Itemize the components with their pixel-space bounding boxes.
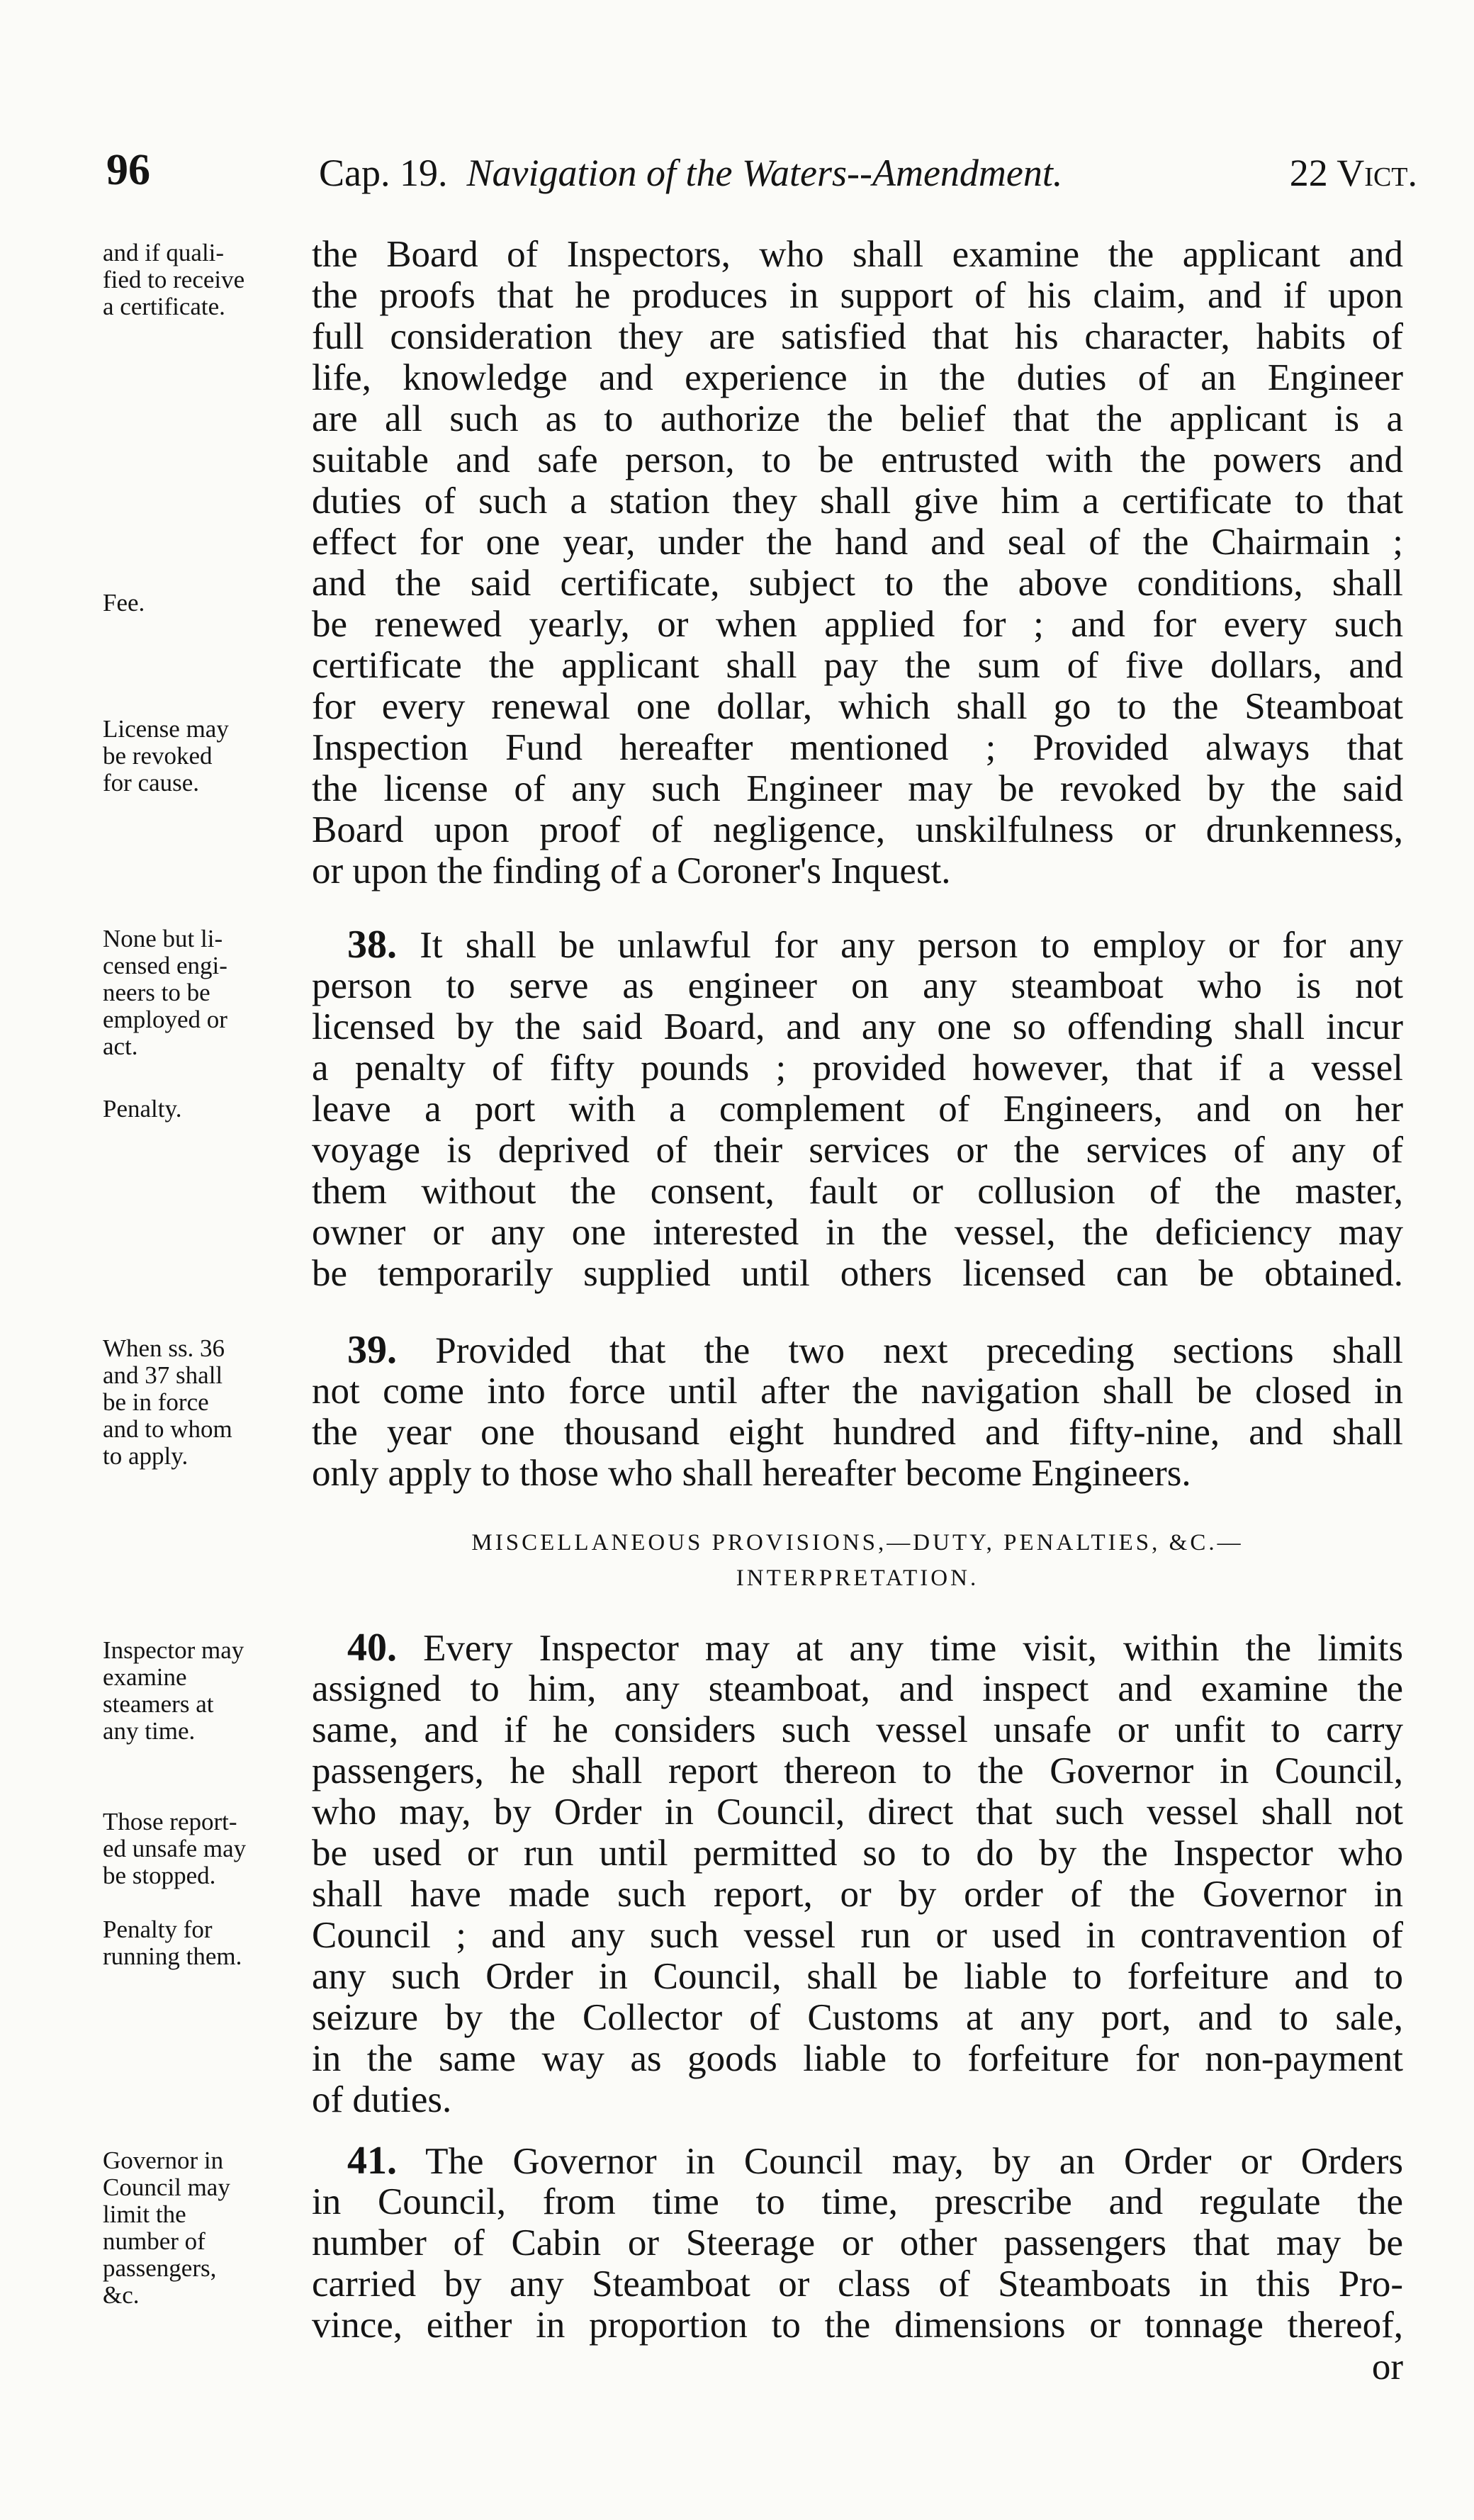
- text-line: them without the consent, fault or collusion of the master,: [312, 1171, 1403, 1212]
- text-line: or upon the finding of a Coroner's Inquest.: [312, 850, 951, 891]
- text-line: are all such as to authorize the belief that the applicant is a: [312, 398, 1403, 439]
- margin-note-fee: Fee.: [103, 589, 145, 617]
- text-line: who may, by Order in Council, direct that such vessel shall not: [312, 1791, 1403, 1833]
- text-line: leave a port with a complement of Engineers, and on her: [312, 1089, 1403, 1130]
- text-line: full consideration they are satisfied that his character, habits of: [312, 316, 1403, 357]
- text-line: voyage is deprived of their services or the services of any of: [312, 1130, 1403, 1171]
- text-line: number of Cabin or Steerage or other passengers that may be: [312, 2222, 1403, 2263]
- text-line: the license of any such Engineer may be revoked by the said: [312, 768, 1403, 809]
- text-line: only apply to those who shall hereafter become Engineers.: [312, 1453, 1191, 1494]
- text-line: licensed by the said Board, and any one so offending shall incur: [312, 1006, 1403, 1047]
- margin-note-license-revoked: License may be revoked for cause.: [103, 715, 229, 797]
- text-line: 41. The Governor in Council may, by an Order or Orders: [347, 2140, 1403, 2181]
- text-line: owner or any one interested in the vessel, the deficiency may: [312, 1212, 1403, 1253]
- text-line: certificate the applicant shall pay the sum of five dollars, and: [312, 645, 1403, 686]
- section-number-41: 41.: [347, 2140, 397, 2181]
- margin-note-when-in-force: When ss. 36 and 37 shall be in force and to whom to apply.: [103, 1334, 232, 1470]
- text-line: same, and if he considers such vessel unsafe or unfit to carry: [312, 1709, 1403, 1750]
- text-line: any such Order in Council, shall be liable to forfeiture and to: [312, 1956, 1403, 1997]
- text-line: the year one thousand eight hundred and fifty-nine, and shall: [312, 1412, 1403, 1453]
- text-line: carried by any Steamboat or class of Steamboats in this Pro-: [312, 2263, 1403, 2305]
- text-line: effect for one year, under the hand and seal of the Chairmain ;: [312, 522, 1403, 563]
- text-line: for every renewal one dollar, which shall go to the Steamboat: [312, 686, 1403, 727]
- text-line: 39. Provided that the two next preceding sections shall: [347, 1329, 1403, 1371]
- margin-note-governor: Governor in Council may limit the number of passengers, &c.: [103, 2147, 230, 2309]
- text-line: a penalty of fifty pounds ; provided however, that if a vessel: [312, 1047, 1403, 1089]
- catchword: or: [1371, 2346, 1403, 2387]
- text-line: passengers, he shall report thereon to the Governor in Council,: [312, 1750, 1403, 1791]
- text-line: be temporarily supplied until others licensed can be obtained.: [312, 1253, 1403, 1294]
- text-line: vince, either in proportion to the dimensions or tonnage thereof,: [312, 2305, 1403, 2346]
- margin-note-certificate: and if quali- fied to receive a certificate.: [103, 239, 245, 320]
- text-line: and the said certificate, subject to the above conditions, shall: [312, 563, 1403, 604]
- text-line: duties of such a station they shall give him a certificate to that: [312, 480, 1403, 522]
- page-number: 96: [106, 146, 150, 194]
- section-number-39: 39.: [347, 1329, 397, 1371]
- section-heading: MISCELLANEOUS PROVISIONS,—DUTY, PENALTIES, &C.— INTERPRETATION.: [471, 1530, 1244, 1591]
- text-line: in Council, from time to time, prescribe and regulate the: [312, 2181, 1403, 2222]
- text-line: of duties.: [312, 2079, 452, 2120]
- margin-note-stopped: Those report- ed unsafe may be stopped.: [103, 1808, 247, 1889]
- text-line: 40. Every Inspector may at any time visit, within the limits: [347, 1627, 1403, 1668]
- section-number-40: 40.: [347, 1627, 397, 1668]
- text-line: not come into force until after the navigation shall be closed in: [312, 1371, 1403, 1412]
- regnal-year: 22 Vict.: [1289, 152, 1417, 194]
- text-line: in the same way as goods liable to forfeiture for non-payment: [312, 2038, 1403, 2079]
- act-title: Navigation of the Waters--Amendment.: [466, 152, 1063, 194]
- text-line: Council ; and any such vessel run or used in contravention of: [312, 1915, 1403, 1956]
- chapter-number: Cap. 19.: [319, 152, 448, 194]
- text-line: seizure by the Collector of Customs at any port, and to sale,: [312, 1997, 1403, 2038]
- margin-note-penalty: Penalty.: [103, 1095, 182, 1123]
- text-line: assigned to him, any steamboat, and inspect and examine the: [312, 1668, 1403, 1709]
- text-line: Board upon proof of negligence, unskilfulness or drunkenness,: [312, 809, 1403, 850]
- text-line: be renewed yearly, or when applied for ; and for every such: [312, 604, 1403, 645]
- margin-note-penalty-running: Penalty for running them.: [103, 1916, 242, 1970]
- text-line: Inspection Fund hereafter mentioned ; Provided always that: [312, 727, 1403, 768]
- text-line: life, knowledge and experience in the duties of an Engineer: [312, 357, 1403, 398]
- running-title: [319, 151, 1062, 195]
- margin-note-inspector: Inspector may examine steamers at any time.: [103, 1636, 244, 1745]
- text-line: the proofs that he produces in support of his claim, and if upon: [312, 275, 1403, 316]
- text-line: be used or run until permitted so to do by the Inspector who: [312, 1833, 1403, 1874]
- text-line: the Board of Inspectors, who shall examine the applicant and: [312, 234, 1403, 275]
- text-line: suitable and safe person, to be entrusted with the powers and: [312, 439, 1403, 480]
- text-line: person to serve as engineer on any steamboat who is not: [312, 965, 1403, 1006]
- margin-note-licensed-engineers: None but li- censed engi- neers to be employed or act.: [103, 925, 227, 1060]
- running-header: [106, 145, 1417, 202]
- section-number-38: 38.: [347, 924, 397, 965]
- text-line: 38. It shall be unlawful for any person to employ or for any: [347, 924, 1403, 965]
- text-line: shall have made such report, or by order of the Governor in: [312, 1874, 1403, 1915]
